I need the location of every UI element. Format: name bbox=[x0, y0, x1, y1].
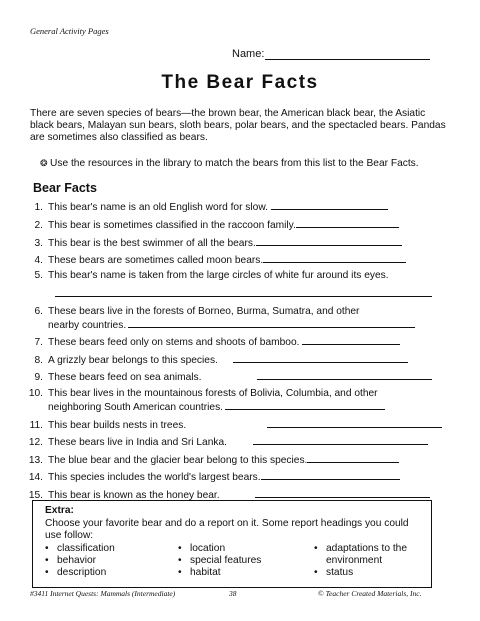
report-heading-item bbox=[178, 543, 225, 555]
question-text: This bear's name is an old English word for slow. bbox=[48, 202, 268, 213]
running-header: General Activity Pages bbox=[30, 26, 109, 36]
report-heading-text: special features bbox=[190, 555, 262, 566]
directions-text: Use the resources in the library to match the bears from this list to the Bear Facts. bbox=[50, 158, 419, 169]
name-field-row bbox=[232, 48, 430, 60]
question-item bbox=[26, 253, 406, 267]
answer-blank[interactable] bbox=[257, 370, 432, 380]
bullet-icon: • bbox=[178, 567, 182, 578]
report-heading-item bbox=[45, 555, 96, 567]
report-heading-text: classification bbox=[57, 543, 115, 554]
report-heading-item bbox=[314, 543, 407, 555]
question-number: 4. bbox=[34, 255, 43, 266]
question-number: 7. bbox=[34, 337, 43, 348]
question-text: A grizzly bear belongs to this species. bbox=[48, 355, 218, 366]
answer-blank[interactable] bbox=[225, 400, 385, 410]
bullet-icon: • bbox=[314, 543, 318, 554]
question-text: This bear is known as the honey bear. bbox=[48, 490, 220, 501]
question-item bbox=[26, 200, 388, 214]
question-item bbox=[26, 418, 442, 432]
question-number: 1. bbox=[34, 202, 43, 213]
name-blank-line[interactable] bbox=[265, 49, 430, 60]
report-heading-text: habitat bbox=[190, 567, 221, 578]
answer-blank[interactable] bbox=[255, 488, 430, 498]
question-number: 11. bbox=[29, 420, 43, 431]
footer-book-title: #3411 Internet Quests: Mammals (Intermediate) bbox=[30, 589, 176, 598]
question-text: These bears are sometimes called moon bears. bbox=[48, 255, 264, 266]
directions bbox=[40, 157, 450, 170]
question-number: 15. bbox=[28, 490, 43, 501]
question-text: These bears feed only on stems and shoots of bamboo. bbox=[48, 337, 300, 348]
question-item-continued bbox=[48, 400, 385, 414]
question-text: This bear is sometimes classified in the raccoon family. bbox=[48, 220, 296, 231]
question-item bbox=[26, 470, 400, 484]
question-number: 12. bbox=[28, 437, 43, 448]
answer-blank[interactable] bbox=[302, 335, 400, 345]
report-heading-text: description bbox=[57, 567, 107, 578]
question-number: 6. bbox=[34, 306, 43, 317]
report-heading-item bbox=[45, 567, 106, 579]
report-heading-text: behavior bbox=[57, 555, 97, 566]
question-number: 14. bbox=[28, 472, 43, 483]
answer-blank[interactable] bbox=[296, 218, 399, 228]
question-item bbox=[26, 306, 359, 318]
question-text: These bears live in India and Sri Lanka. bbox=[48, 437, 227, 448]
report-heading-item bbox=[45, 543, 115, 555]
bullet-icon: • bbox=[314, 567, 318, 578]
question-text: This bear lives in the mountainous forests of Bolivia, Columbia, and other bbox=[48, 388, 378, 399]
bullet-icon: • bbox=[178, 543, 182, 554]
answer-blank[interactable] bbox=[128, 318, 415, 328]
answer-blank[interactable] bbox=[253, 435, 428, 445]
name-label: Name: bbox=[232, 48, 265, 60]
report-heading-item-continued bbox=[326, 555, 382, 567]
question-text: neighboring South American countries. bbox=[48, 402, 223, 413]
answer-blank[interactable] bbox=[263, 253, 406, 263]
report-heading-text: environment bbox=[326, 555, 383, 566]
answer-blank[interactable] bbox=[261, 470, 400, 480]
question-item bbox=[26, 335, 400, 349]
question-text: This bear builds nests in trees. bbox=[48, 420, 187, 431]
question-text: This bear's name is taken from the large circles of white fur around its eyes. bbox=[48, 270, 389, 281]
intro-paragraph: There are seven species of bears—the brown bear, the American black bear, the Asiatic black bears, Malayan sun bears, sloth bears, polar bears, and the spectacled bears. Pandas are sometimes also classified as bears. bbox=[30, 108, 446, 144]
question-item bbox=[26, 236, 402, 250]
question-item bbox=[26, 353, 408, 367]
question-number: 10. bbox=[28, 388, 43, 399]
answer-blank[interactable] bbox=[233, 353, 408, 363]
page-title: The Bear Facts bbox=[161, 72, 319, 93]
report-heading-item bbox=[178, 567, 221, 579]
question-number: 2. bbox=[34, 220, 43, 231]
question-number: 5. bbox=[34, 270, 43, 281]
report-heading-text: status bbox=[326, 567, 354, 578]
answer-blank[interactable] bbox=[256, 236, 402, 246]
question-text: These bears live in the forests of Borneo, Burma, Sumatra, and other bbox=[48, 306, 360, 317]
footer-copyright: © Teacher Created Materials, Inc. bbox=[318, 589, 422, 598]
question-item bbox=[26, 270, 389, 282]
answer-blank[interactable] bbox=[267, 418, 442, 428]
question-text: These bears feed on sea animals. bbox=[48, 372, 202, 383]
question-text: The blue bear and the glacier bear belong to this species. bbox=[48, 455, 308, 466]
report-heading-text: adaptations to the bbox=[326, 543, 407, 554]
bullet-icon: • bbox=[45, 567, 49, 578]
question-item bbox=[26, 453, 399, 467]
question-number: 3. bbox=[34, 238, 43, 249]
report-heading-item bbox=[314, 567, 353, 579]
question-item bbox=[26, 370, 432, 384]
report-heading-item bbox=[178, 555, 261, 567]
question-item bbox=[26, 435, 428, 449]
question-item bbox=[26, 218, 399, 232]
bullet-icon: • bbox=[45, 543, 49, 554]
bullet-icon: • bbox=[45, 555, 49, 566]
flower-bullet-icon: ❂ bbox=[40, 158, 48, 168]
footer-page-number: 38 bbox=[229, 589, 237, 598]
report-heading-text: location bbox=[190, 543, 226, 554]
question-item bbox=[26, 388, 378, 400]
question-text: This species includes the world's largest bears. bbox=[48, 472, 261, 483]
question-number: 9. bbox=[34, 372, 43, 383]
question-text: This bear is the best swimmer of all the bears. bbox=[48, 238, 256, 249]
extra-text: Choose your favorite bear and do a report on it. Some report headings you could use follow: bbox=[45, 518, 409, 542]
answer-blank[interactable] bbox=[271, 200, 388, 210]
answer-blank[interactable] bbox=[307, 453, 399, 463]
question-item-continued bbox=[48, 318, 415, 332]
section-title: Bear Facts bbox=[33, 181, 97, 195]
bullet-icon: • bbox=[178, 555, 182, 566]
extra-title: Extra: bbox=[45, 505, 74, 516]
question-text: nearby countries. bbox=[48, 320, 127, 331]
question-number: 13. bbox=[28, 455, 43, 466]
question-number: 8. bbox=[34, 355, 43, 366]
answer-blank[interactable] bbox=[55, 296, 432, 297]
